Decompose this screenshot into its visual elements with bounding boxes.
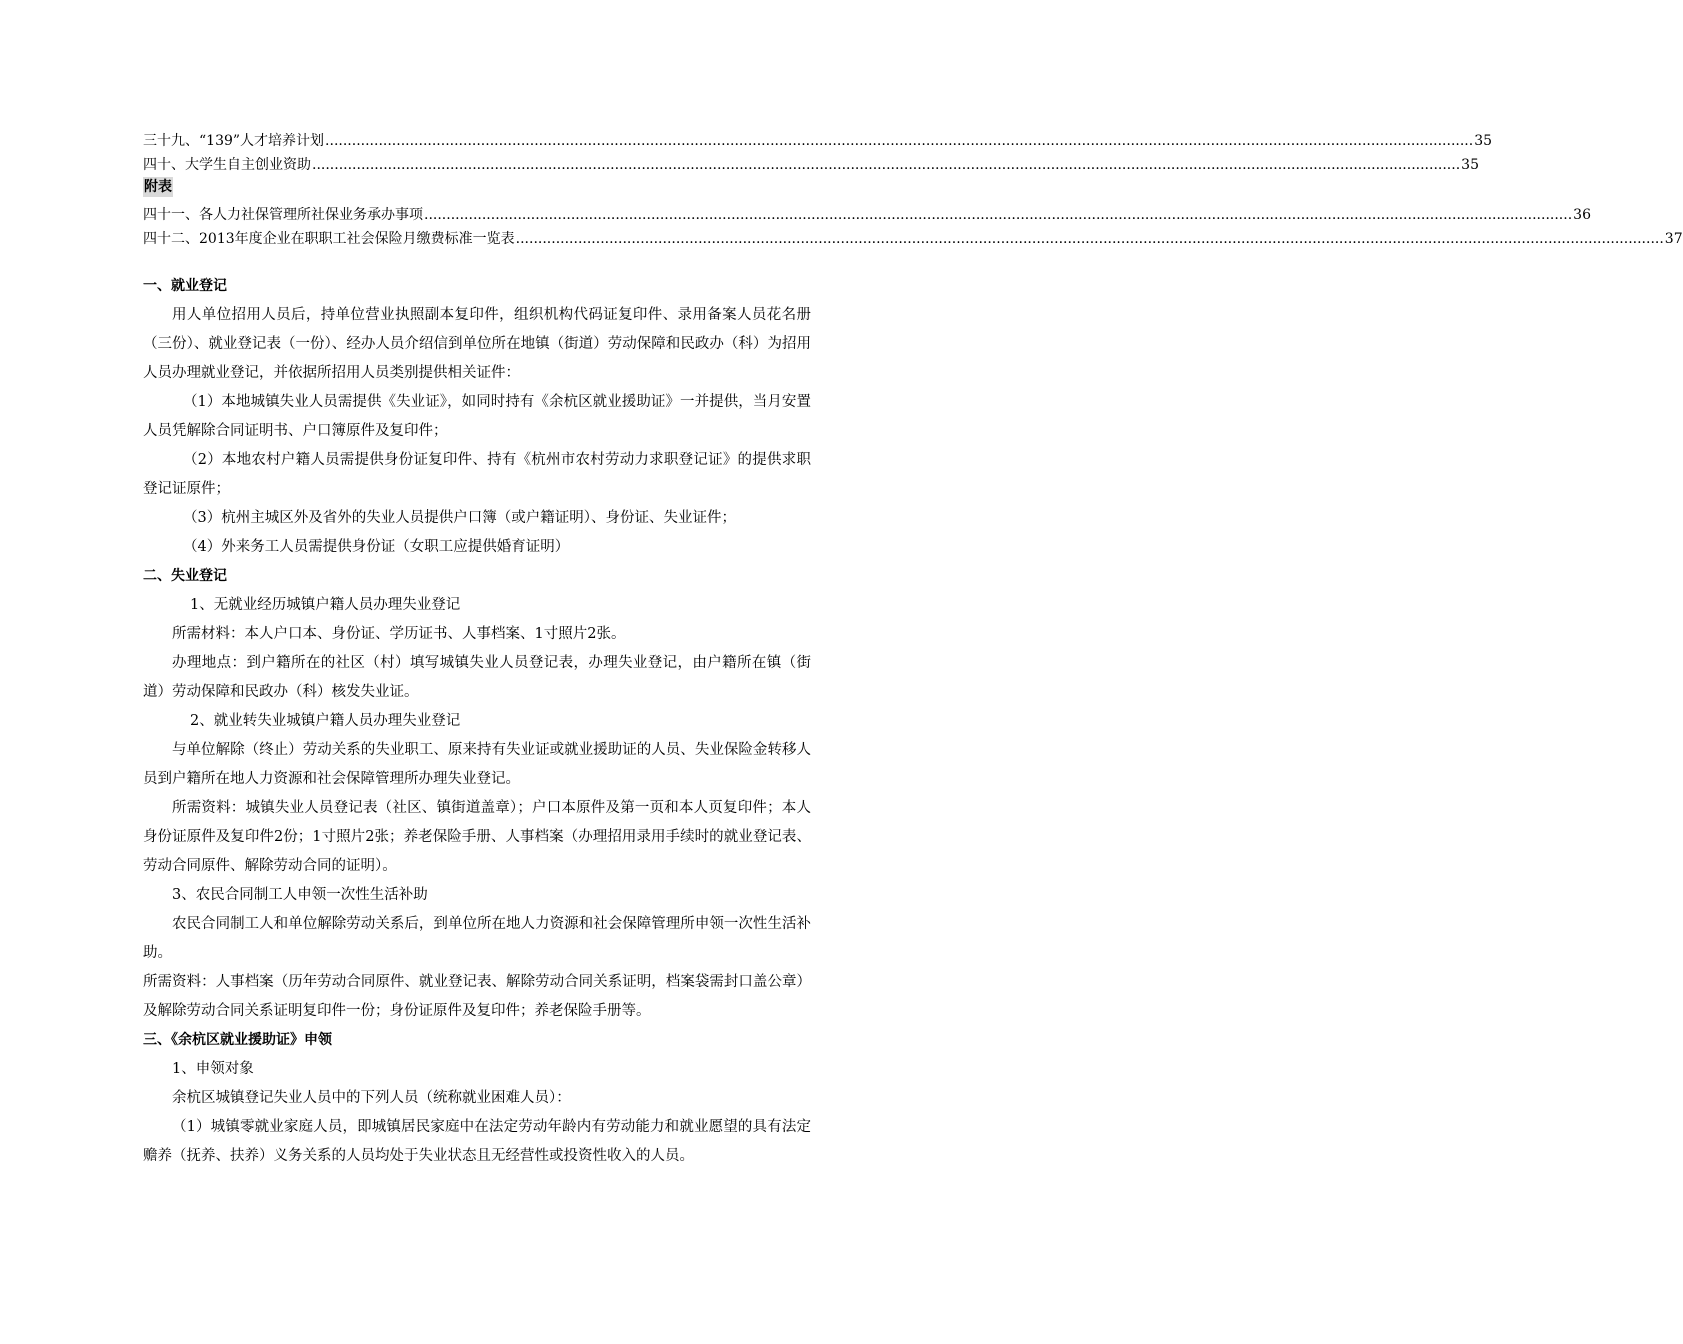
section-heading: 三、《余杭区就业援助证》申领 xyxy=(143,1032,332,1048)
toc-leader-dots: .................................................................................................................................................................................................................................................................. xyxy=(312,157,1461,173)
toc-entry-title: 三十九、“139”人才培养计划 xyxy=(143,133,325,149)
toc-entry-page: 35 xyxy=(1461,157,1479,173)
toc-entry-title: 四十、大学生自主创业资助 xyxy=(143,157,311,173)
section-heading: 一、就业登记 xyxy=(143,278,227,294)
toc-entry-page: 35 xyxy=(1474,133,1493,149)
toc-leader-dots: .................................................................................................................................................................................................................................................................. xyxy=(325,133,1474,149)
toc-entry-page: 36 xyxy=(1573,207,1591,223)
appendix-label: 附表 xyxy=(144,179,172,195)
paragraph: 余杭区城镇登记失业人员中的下列人员（统称就业困难人员）： xyxy=(172,1090,571,1106)
toc-entry[interactable] xyxy=(143,152,1479,174)
section-heading: 二、失业登记 xyxy=(143,568,227,584)
toc-leader-dots: .................................................................................................................................................................................................................................................................. xyxy=(515,231,1664,247)
toc-leader-dots: .................................................................................................................................................................................................................................................................. xyxy=(424,207,1573,223)
toc-entry[interactable] xyxy=(143,128,1493,150)
document-body xyxy=(143,272,811,1171)
paragraph: 所需资料：城镇失业人员登记表（社区、镇街道盖章）；户口本原件及第一页和本人页复印件；本人身份证原件及复印件2份；1寸照片2张；养老保险手册、人事档案（办理招用录用手续时的就业登记表、劳动合同原件、解除劳动合同的证明）。 xyxy=(143,800,811,874)
subsection-heading: 1、无就业经历城镇户籍人员办理失业登记 xyxy=(190,597,461,613)
toc-entry[interactable] xyxy=(143,202,1591,224)
paragraph: （2）本地农村户籍人员需提供身份证复印件、持有《杭州市农村劳动力求职登记证》的提供求职登记证原件； xyxy=(143,452,811,497)
paragraph: （3）杭州主城区外及省外的失业人员提供户口簿（或户籍证明）、身份证、失业证件； xyxy=(183,510,736,526)
toc-entry-page: 37 xyxy=(1664,231,1683,247)
subsection-heading: 2、就业转失业城镇户籍人员办理失业登记 xyxy=(190,713,461,729)
toc-entry-title: 四十一、各人力社保管理所社保业务承办事项 xyxy=(143,207,423,223)
paragraph: 办理地点：到户籍所在的社区（村）填写城镇失业人员登记表，办理失业登记，由户籍所在镇（街道）劳动保障和民政办（科）核发失业证。 xyxy=(143,655,811,700)
subsection-heading: 3、农民合同制工人申领一次性生活补助 xyxy=(172,887,428,903)
paragraph: （1）城镇零就业家庭人员，即城镇居民家庭中在法定劳动年龄内有劳动能力和就业愿望的具有法定赡养（抚养、扶养）义务关系的人员均处于失业状态且无经营性或投资性收入的人员。 xyxy=(143,1119,811,1164)
paragraph: 与单位解除（终止）劳动关系的失业职工、原来持有失业证或就业援助证的人员、失业保险金转移人员到户籍所在地人力资源和社会保障管理所办理失业登记。 xyxy=(143,742,811,787)
paragraph: 所需材料：本人户口本、身份证、学历证书、人事档案、1寸照片2张。 xyxy=(172,626,626,642)
paragraph: （4）外来务工人员需提供身份证（女职工应提供婚育证明） xyxy=(183,539,570,555)
toc-entry-title: 四十二、2013年度企业在职职工社会保险月缴费标准一览表 xyxy=(143,231,515,247)
paragraph: （1）本地城镇失业人员需提供《失业证》，如同时持有《余杭区就业援助证》一并提供，当月安置人员凭解除合同证明书、户口簿原件及复印件； xyxy=(143,394,811,439)
paragraph: 用人单位招用人员后，持单位营业执照副本复印件，组织机构代码证复印件、录用备案人员花名册（三份）、就业登记表（一份）、经办人员介绍信到单位所在地镇（街道）劳动保障和民政办（科）为招用人员办理就业登记，并依据所招用人员类别提供相关证件： xyxy=(143,307,811,381)
subsection-heading: 1、申领对象 xyxy=(172,1061,254,1077)
paragraph: 所需资料：人事档案（历年劳动合同原件、就业登记表、解除劳动合同关系证明，档案袋需封口盖公章）及解除劳动合同关系证明复印件一份；身份证原件及复印件；养老保险手册等。 xyxy=(143,974,811,1019)
paragraph: 农民合同制工人和单位解除劳动关系后，到单位所在地人力资源和社会保障管理所申领一次性生活补助。 xyxy=(143,916,811,961)
toc-entry[interactable] xyxy=(143,226,1683,248)
